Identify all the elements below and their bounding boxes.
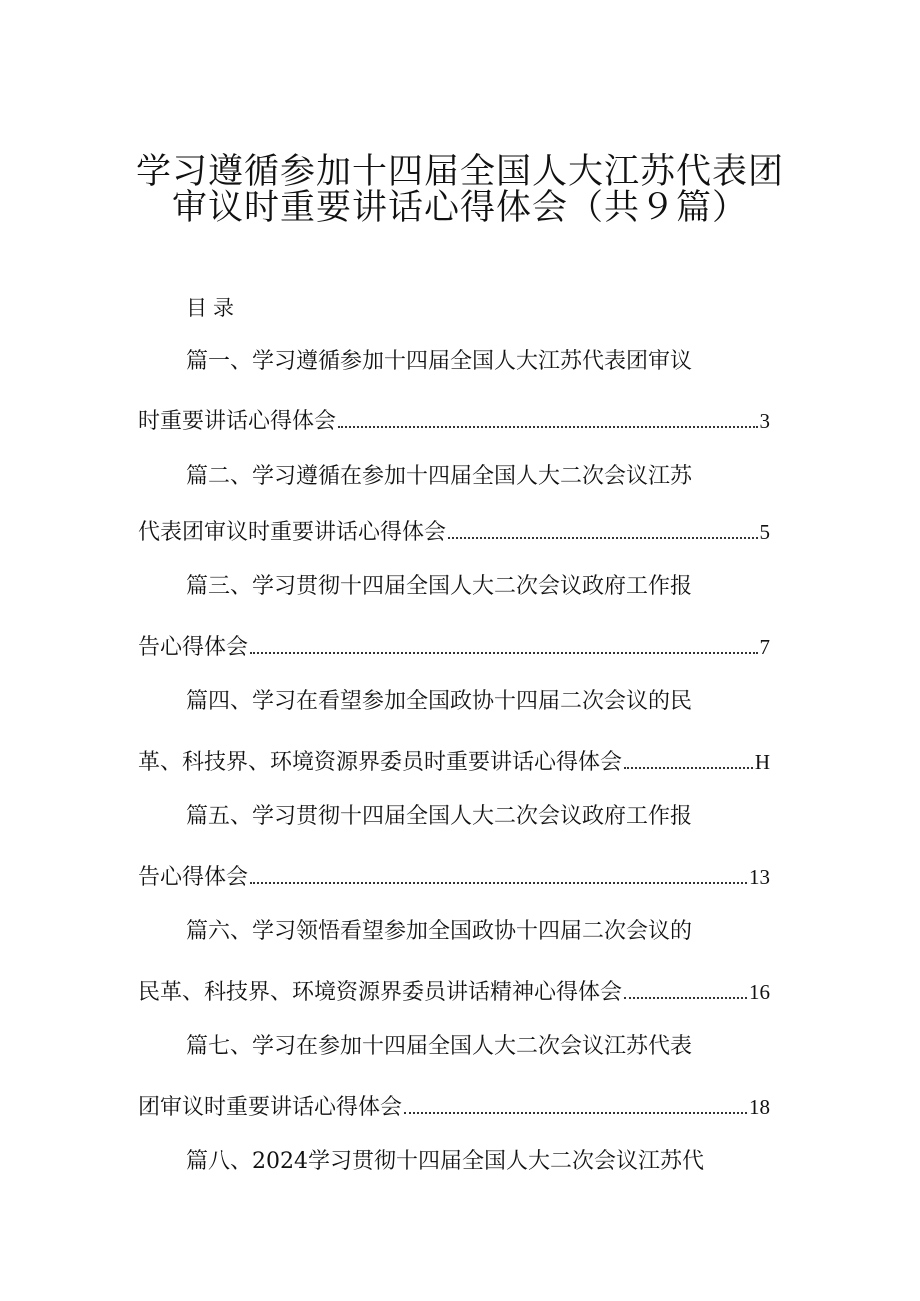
toc-entry-5-title[interactable]: 篇五、学习贯彻十四届全国人大二次会议政府工作报: [186, 804, 693, 829]
toc-dot-leader: [624, 997, 747, 999]
toc-entry-4-continuation: 革、科技界、环境资源界委员时重要讲话心得体会: [138, 750, 623, 775]
toc-dot-leader: [250, 882, 747, 884]
toc-entry-1-continuation: 时重要讲话心得体会: [138, 409, 337, 434]
toc-heading: 目录: [186, 296, 240, 320]
toc-entry-1-line[interactable]: [138, 404, 770, 439]
toc-dot-leader: [448, 537, 757, 539]
document-title-line-2: 审议时重要讲话心得体会（共９篇）: [171, 188, 748, 228]
toc-entry-4-title[interactable]: 篇四、学习在看望参加全国政协十四届二次会议的民: [186, 689, 693, 714]
toc-entry-1-title[interactable]: 篇一、学习遵循参加十四届全国人大江苏代表团审议: [186, 349, 693, 374]
toc-dot-leader: [338, 426, 757, 428]
toc-entry-7-title[interactable]: 篇七、学习在参加十四届全国人大二次会议江苏代表: [186, 1034, 693, 1059]
toc-dot-leader: [404, 1112, 747, 1114]
toc-entry-3-continuation: 告心得体会: [138, 635, 249, 660]
toc-entry-6-title[interactable]: 篇六、学习领悟看望参加全国政协十四届二次会议的: [186, 919, 693, 944]
toc-entry-6-continuation: 民革、科技界、环境资源界委员讲话精神心得体会: [138, 980, 623, 1005]
toc-entry-1-page: 3: [759, 409, 770, 433]
toc-entry-3-page: 7: [759, 635, 770, 659]
toc-dot-leader: [250, 652, 757, 654]
toc-entry-3-title[interactable]: 篇三、学习贯彻十四届全国人大二次会议政府工作报: [186, 574, 693, 599]
toc-entry-7-continuation: 团审议时重要讲话心得体会: [138, 1095, 403, 1120]
toc-entry-2-page: 5: [759, 520, 770, 544]
toc-entry-6-page: 16: [749, 980, 770, 1004]
toc-entry-7-line[interactable]: [138, 1090, 770, 1125]
toc-entry-2-title[interactable]: 篇二、学习遵循在参加十四届全国人大二次会议江苏: [186, 464, 693, 489]
toc-entry-6-line[interactable]: [138, 975, 770, 1010]
toc-entry-4-page: H: [754, 750, 770, 774]
toc-entry-5-line[interactable]: [138, 860, 770, 895]
toc-entry-2-continuation: 代表团审议时重要讲话心得体会: [138, 520, 447, 545]
toc-entry-5-page: 13: [749, 865, 770, 889]
toc-entry-8-title[interactable]: 篇八、2024学习贯彻十四届全国人大二次会议江苏代: [186, 1149, 704, 1174]
toc-entry-4-line[interactable]: [138, 745, 770, 780]
toc-dot-leader: [624, 767, 753, 769]
toc-entry-5-continuation: 告心得体会: [138, 865, 249, 890]
toc-entry-3-line[interactable]: [138, 630, 770, 665]
toc-entry-2-line[interactable]: [138, 515, 770, 550]
toc-entry-7-page: 18: [749, 1095, 770, 1119]
document-title-line-1: 学习遵循参加十四届全国人大江苏代表团: [135, 152, 784, 192]
